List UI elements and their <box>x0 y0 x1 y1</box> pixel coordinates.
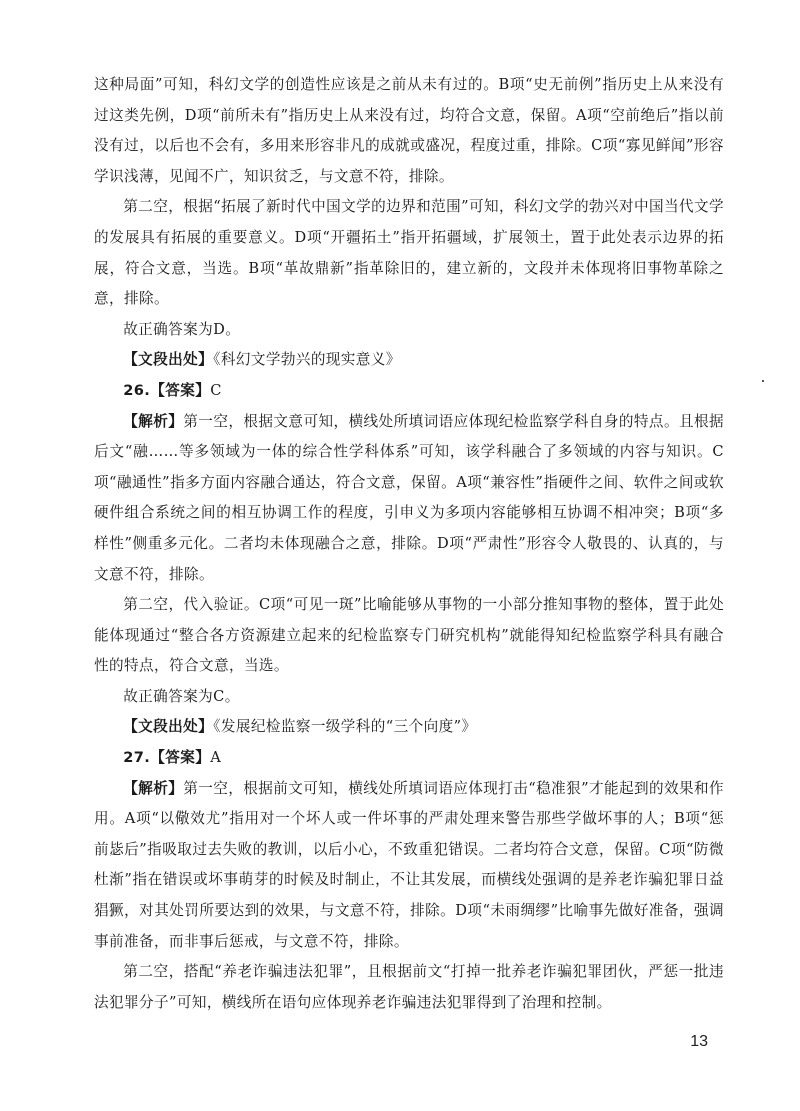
paragraph <box>94 192 724 314</box>
paragraph-text: 故正确答案为C。 <box>123 687 240 705</box>
paragraph <box>94 957 724 1018</box>
paragraph <box>94 590 724 682</box>
page-number: 13 <box>690 1033 708 1050</box>
answer-value: A <box>210 749 222 767</box>
analysis-label: 【解析】 <box>123 779 184 797</box>
answer-line <box>94 743 724 774</box>
analysis-paragraph <box>94 774 724 958</box>
paragraph-text: 第二空，搭配“养老诈骗违法犯罪”，且根据前文“打掉一批养老诈骗犯罪团伙，严惩一批违法犯罪分子”可知，横线所在语句应体现养老诈骗违法犯罪得到了治理和控制。 <box>94 963 724 1011</box>
answer-conclusion <box>94 682 724 713</box>
paragraph-text: 故正确答案为D。 <box>123 320 241 338</box>
source-label: 【文段出处】 <box>123 351 214 369</box>
analysis-paragraph <box>94 407 724 591</box>
answer-label: 26.【答案】 <box>123 381 211 399</box>
source-line <box>94 712 724 743</box>
paragraph-text: 第二空，根据“拓展了新时代中国文学的边界和范围”可知，科幻文学的勃兴对中国当代文学的发展具有拓展的重要意义。D项“开疆拓土”指开拓疆域，扩展领土，置于此处表示边界的拓展，符合文意，当选。B项“革故鼎新”指革除旧的，建立新的，文段并未体现将旧事物革除之意，排除。 <box>94 198 724 308</box>
answer-line <box>94 376 724 407</box>
scan-speck <box>762 380 764 382</box>
source-title: 《科幻文学勃兴的现实意义》 <box>213 351 401 369</box>
source-title: 《发展纪检监察一级学科的“三个向度”》 <box>213 718 477 736</box>
answer-conclusion <box>94 315 724 346</box>
page-body <box>94 70 724 1018</box>
answer-label: 27.【答案】 <box>123 749 211 767</box>
paragraph-text: 第一空，根据前文可知，横线处所填词语应体现打击“稳准狠”才能起到的效果和作用。A项“以儆效尤”指用对一个坏人或一件坏事的严肃处理来警告那些学做坏事的人；B项“惩前毖后”指吸取过去失败的教训，以后小心，不致重犯错误。二者均符合文意，保留。C项“防微杜渐”指在错误或坏事萌芽的时候及时制止，不让其发展，而横线处强调的是养老诈骗犯罪日益猖獗，对其处罚所要达到的效果，与文意不符，排除。D项“未雨绸缪”比喻事先做好准备，强调事前准备，而非事后惩戒，与文意不符，排除。 <box>94 779 724 950</box>
analysis-label: 【解析】 <box>123 412 184 430</box>
paragraph-text: 这种局面”可知，科幻文学的创造性应该是之前从未有过的。B项“史无前例”指历史上从来没有过这类先例，D项“前所未有”指历史上从来没有过，均符合文意，保留。A项“空前绝后”指以前没有过，以后也不会有，多用来形容非凡的成就或盛况，程度过重，排除。C项“寡见鲜闻”形容学识浅薄，见闻不广，知识贫乏，与文意不符，排除。 <box>94 76 724 185</box>
source-line <box>94 345 724 376</box>
paragraph-text: 第二空，代入验证。C项“可见一斑”比喻能够从事物的一小部分推知事物的整体，置于此处能体现通过“整合各方资源建立起来的纪检监察专门研究机构”就能得知纪检监察学科具有融合性的特点，符合文意，当选。 <box>94 596 724 675</box>
paragraph-text: 第一空，根据文意可知，横线处所填词语应体现纪检监察学科自身的特点。且根据后文“融……等多领域为一体的综合性学科体系”可知，该学科融合了多领域的内容与知识。C项“融通性”指多方面内容融合通达，符合文意，保留。A项“兼容性”指硬件之间、软件之间或软硬件组合系统之间的相互协调工作的程度，引申义为多项内容能够相互协调不相冲突；B项“多样性”侧重多元化。二者均未体现融合之意，排除。D项“严肃性”形容令人敬畏的、认真的，与文意不符，排除。 <box>94 412 724 583</box>
paragraph <box>94 70 724 192</box>
source-label: 【文段出处】 <box>123 718 214 736</box>
answer-value: C <box>210 381 222 399</box>
